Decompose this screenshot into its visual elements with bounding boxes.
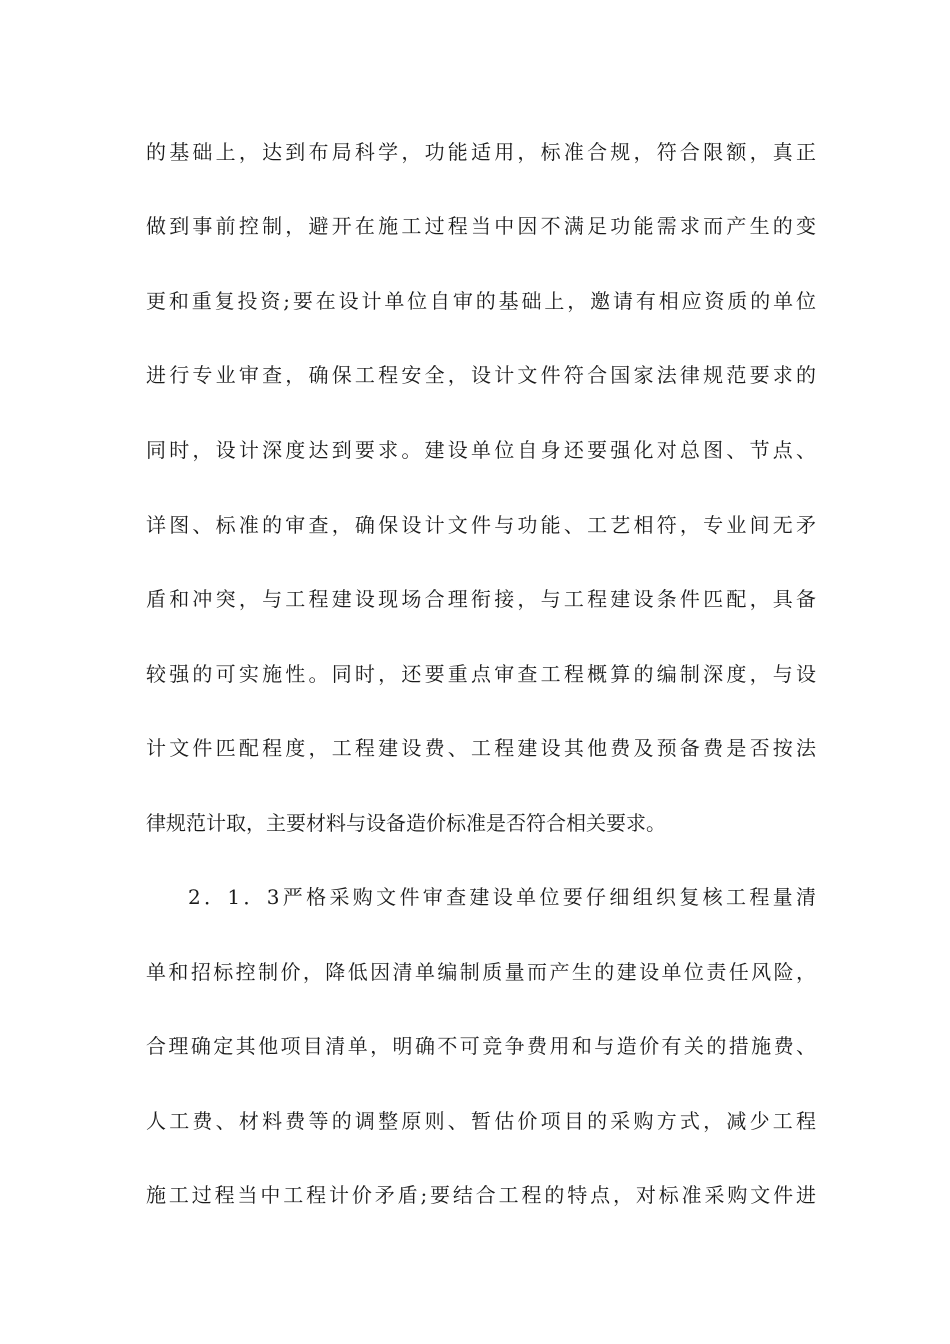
paragraph-line-7: 盾和冲突，与工程建设现场合理衔接，与工程建设条件匹配，具备	[146, 587, 816, 611]
paragraph-line-15: 施工过程当中工程计价矛盾;要结合工程的特点，对标准采购文件进	[146, 1183, 816, 1207]
paragraph-line-3: 更和重复投资;要在设计单位自审的基础上，邀请有相应资质的单位	[146, 289, 816, 313]
paragraph-line-1: 的基础上，达到布局科学，功能适用，标准合规，符合限额，真正	[146, 140, 816, 164]
paragraph-line-14: 人工费、材料费等的调整原则、暂估价项目的采购方式，减少工程	[146, 1109, 816, 1133]
paragraph-line-10: 律规范计取，主要材料与设备造价标准是否符合相关要求。	[146, 811, 666, 835]
section-heading-line: 2．1．3严格采购文件审查建设单位要仔细组织复核工程量清	[188, 885, 816, 909]
paragraph-line-5: 同时，设计深度达到要求。建设单位自身还要强化对总图、节点、	[146, 438, 816, 462]
paragraph-line-6: 详图、标准的审查，确保设计文件与功能、工艺相符，专业间无矛	[146, 513, 816, 537]
paragraph-line-2: 做到事前控制，避开在施工过程当中因不满足功能需求而产生的变	[146, 214, 816, 238]
paragraph-line-4: 进行专业审查，确保工程安全，设计文件符合国家法律规范要求的	[146, 363, 816, 387]
paragraph-line-9: 计文件匹配程度，工程建设费、工程建设其他费及预备费是否按法	[146, 736, 816, 760]
paragraph-line-12: 单和招标控制价，降低因清单编制质量而产生的建设单位责任风险，	[146, 960, 816, 984]
paragraph-line-13: 合理确定其他项目清单，明确不可竞争费用和与造价有关的措施费、	[146, 1034, 816, 1058]
paragraph-line-8: 较强的可实施性。同时，还要重点审查工程概算的编制深度，与设	[146, 662, 816, 686]
